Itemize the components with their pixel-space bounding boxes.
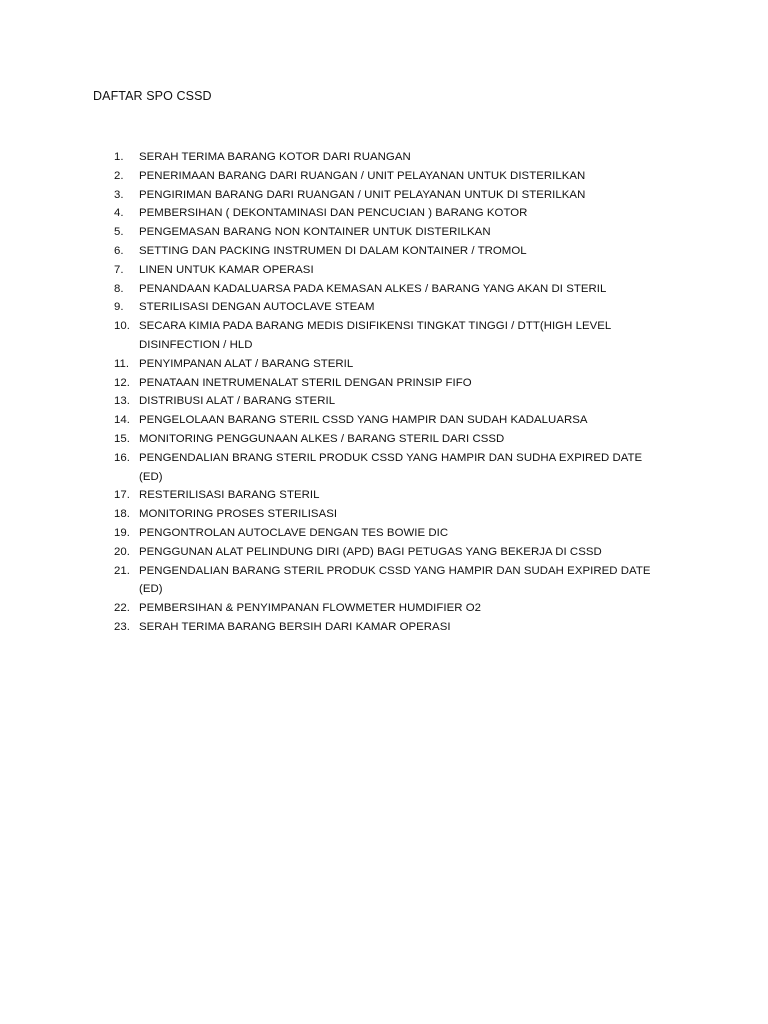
list-item xyxy=(0,280,768,299)
list-item-text: SERAH TERIMA BARANG KOTOR DARI RUANGAN xyxy=(139,151,411,163)
list-item xyxy=(0,599,768,618)
list-item xyxy=(0,543,768,562)
list-item-text: PENYIMPANAN ALAT / BARANG STERIL xyxy=(139,357,354,370)
spo-list xyxy=(0,148,768,637)
list-item-text: PENERIMAAN BARANG DARI RUANGAN / UNIT PELAYANAN UNTUK DISTERILKAN xyxy=(139,169,586,182)
list-item-text: PENGIRIMAN BARANG DARI RUANGAN / UNIT PELAYANAN UNTUK DI STERILKAN xyxy=(139,188,586,201)
list-item xyxy=(0,317,768,355)
list-item xyxy=(0,392,768,411)
list-item-number: 15. xyxy=(114,432,130,445)
list-item xyxy=(0,167,768,186)
list-item-number: 11. xyxy=(114,357,130,370)
list-item xyxy=(0,618,768,637)
list-item-number: 10. xyxy=(114,320,130,333)
list-item-number: 21. xyxy=(114,564,130,577)
list-item-number: 23. xyxy=(114,620,130,633)
list-item-text: MONITORING PENGGUNAAN ALKES / BARANG STERIL DARI CSSD xyxy=(139,432,505,445)
list-item-number: 2. xyxy=(114,169,124,182)
list-item-text: PENGENDALIAN BRANG STERIL PRODUK CSSD YANG HAMPIR DAN SUDHA EXPIRED DATE (ED) xyxy=(139,451,643,483)
list-item-number: 7. xyxy=(114,263,124,276)
list-item-text: PENGELOLAAN BARANG STERIL CSSD YANG HAMPIR DAN SUDAH KADALUARSA xyxy=(139,414,588,427)
list-item-number: 19. xyxy=(114,526,130,539)
list-item-number: 20. xyxy=(114,545,130,558)
list-item-number: 5. xyxy=(114,226,124,239)
list-item xyxy=(0,524,768,543)
list-item xyxy=(0,562,768,600)
list-item-number: 12. xyxy=(114,376,130,389)
list-item-text: PENGGUNAN ALAT PELINDUNG DIRI (APD) BAGI PETUGAS YANG BEKERJA DI CSSD xyxy=(139,545,602,558)
list-item-text: PEMBERSIHAN ( DEKONTAMINASI DAN PENCUCIAN ) BARANG KOTOR xyxy=(139,207,528,220)
list-item-number: 18. xyxy=(114,508,130,521)
list-item-text: SERAH TERIMA BARANG BERSIH DARI KAMAR OPERASI xyxy=(139,620,451,633)
list-item xyxy=(0,223,768,242)
list-item-text: PENANDAAN KADALUARSA PADA KEMASAN ALKES / BARANG YANG AKAN DI STERIL xyxy=(139,282,607,295)
list-item xyxy=(0,449,768,487)
list-item-text: RESTERILISASI BARANG STERIL xyxy=(139,489,320,502)
list-item xyxy=(0,355,768,374)
list-item xyxy=(0,505,768,524)
list-item-text: SETTING DAN PACKING INSTRUMEN DI DALAM KONTAINER / TROMOL xyxy=(139,244,527,257)
list-item xyxy=(0,186,768,205)
list-item-text: MONITORING PROSES STERILISASI xyxy=(139,508,338,521)
list-item-number: 16. xyxy=(114,451,130,464)
list-item-number: 3. xyxy=(114,188,124,201)
list-item-number: 4. xyxy=(114,207,124,220)
list-item-number: 13. xyxy=(114,395,130,408)
list-item-number: 9. xyxy=(114,301,124,314)
list-item-number: 6. xyxy=(114,244,124,257)
list-item-text: PENGONTROLAN AUTOCLAVE DENGAN TES BOWIE DIC xyxy=(139,526,449,539)
list-item xyxy=(0,204,768,223)
list-item-text: DISTRIBUSI ALAT / BARANG STERIL xyxy=(139,395,336,408)
list-item xyxy=(0,261,768,280)
list-item-number: 1. xyxy=(114,151,124,163)
list-item-number: 8. xyxy=(114,282,124,295)
list-item-text: PENGEMASAN BARANG NON KONTAINER UNTUK DISTERILKAN xyxy=(139,226,491,239)
list-item-text: SECARA KIMIA PADA BARANG MEDIS DISIFIKENSI TINGKAT TINGGI / DTT(HIGH LEVEL DISINFECTION / HLD xyxy=(139,320,611,351)
list-item xyxy=(0,486,768,505)
list-item-text: PEMBERSIHAN & PENYIMPANAN FLOWMETER HUMDIFIER O2 xyxy=(139,602,482,615)
list-item xyxy=(0,374,768,393)
list-item-text: PENATAAN INETRUMENALAT STERIL DENGAN PRINSIP FIFO xyxy=(139,376,472,389)
list-item xyxy=(0,242,768,261)
list-item xyxy=(0,148,768,167)
list-item-text: LINEN UNTUK KAMAR OPERASI xyxy=(139,263,314,276)
list-item-number: 22. xyxy=(114,602,130,615)
document-title: DAFTAR SPO CSSD xyxy=(93,89,212,103)
list-item-number: 14. xyxy=(114,414,130,427)
list-item-text: STERILISASI DENGAN AUTOCLAVE STEAM xyxy=(139,301,375,314)
list-item-number: 17. xyxy=(114,489,130,502)
list-item xyxy=(0,430,768,449)
list-item-text: PENGENDALIAN BARANG STERIL PRODUK CSSD YANG HAMPIR DAN SUDAH EXPIRED DATE (ED) xyxy=(139,564,651,596)
list-item xyxy=(0,298,768,317)
list-item xyxy=(0,411,768,430)
